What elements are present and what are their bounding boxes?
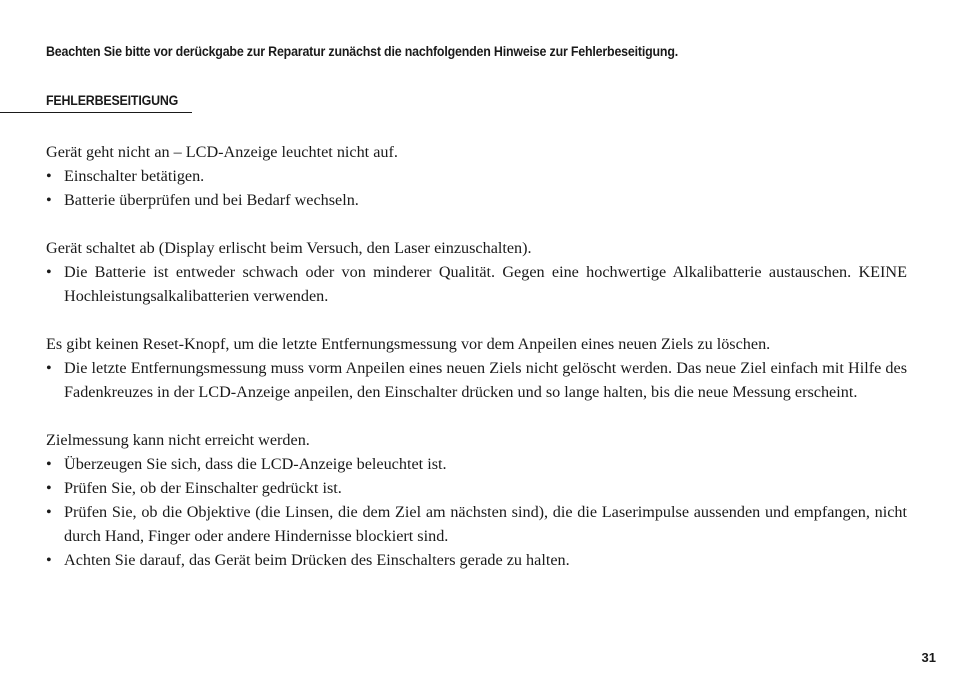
solution-text: Batterie überprüfen und bei Bedarf wechseln. [64, 191, 359, 209]
solution-list [46, 260, 907, 308]
solution-item [46, 260, 907, 308]
solution-list [46, 164, 907, 212]
solution-item [46, 548, 907, 572]
bullet-icon: • [46, 479, 52, 497]
solution-item [46, 476, 907, 500]
bullet-icon: • [46, 167, 52, 185]
problem-title: Gerät geht nicht an – LCD-Anzeige leuchtet nicht auf. [46, 143, 398, 161]
problem-title: Zielmessung kann nicht erreicht werden. [46, 431, 310, 449]
solution-item [46, 164, 907, 188]
bullet-icon: • [46, 263, 52, 281]
solution-list [46, 452, 907, 572]
solution-text: Achten Sie darauf, das Gerät beim Drücken des Einschalters gerade zu halten. [64, 551, 570, 569]
problem-block [46, 236, 907, 308]
bullet-icon: • [46, 191, 52, 209]
intro-note: Beachten Sie bitte vor derückgabe zur Reparatur zunächst die nachfolgenden Hinweise zur Fehlerbeseitigung. [46, 44, 678, 59]
solution-item [46, 500, 907, 548]
heading-underline [0, 112, 192, 113]
problem-block [46, 428, 907, 572]
solution-text: Überzeugen Sie sich, dass die LCD-Anzeige beleuchtet ist. [64, 455, 447, 473]
solution-item [46, 188, 907, 212]
solution-text: Einschalter betätigen. [64, 167, 205, 185]
troubleshooting-content [46, 140, 907, 596]
bullet-icon: • [46, 359, 52, 377]
problem-title: Es gibt keinen Reset-Knopf, um die letzte Entfernungsmessung vor dem Anpeilen eines neuen Ziels zu löschen. [46, 335, 771, 353]
solution-list [46, 356, 907, 404]
page-number: 31 [921, 650, 936, 665]
solution-text: Prüfen Sie, ob der Einschalter gedrückt ist. [64, 479, 342, 497]
problem-block [46, 332, 907, 404]
solution-item [46, 356, 907, 404]
problem-title: Gerät schaltet ab (Display erlischt beim Versuch, den Laser einzuschalten). [46, 239, 532, 257]
bullet-icon: • [46, 551, 52, 569]
problem-block [46, 140, 907, 212]
bullet-icon: • [46, 455, 52, 473]
section-heading: FEHLERBESEITIGUNG [46, 93, 179, 108]
solution-text: Die Batterie ist entweder schwach oder von minderer Qualität. Gegen eine hochwertige Alkalibatterie austauschen. KEINE Hochleistungsalkalibatterien verwenden. [64, 263, 907, 305]
solution-item [46, 452, 907, 476]
bullet-icon: • [46, 503, 52, 521]
solution-text: Prüfen Sie, ob die Objektive (die Linsen, die dem Ziel am nächsten sind), die die Laserimpulse aussenden und empfangen, nicht durch Hand, Finger oder andere Hindernisse blockiert sind. [64, 503, 907, 545]
solution-text: Die letzte Entfernungsmessung muss vorm Anpeilen eines neuen Ziels nicht gelöscht werden. Das neue Ziel einfach mit Hilfe des Fadenkreuzes in der LCD-Anzeige anpeilen, den Einschalter drücken und so lange halten, bis die neue Messung erscheint. [64, 359, 907, 401]
